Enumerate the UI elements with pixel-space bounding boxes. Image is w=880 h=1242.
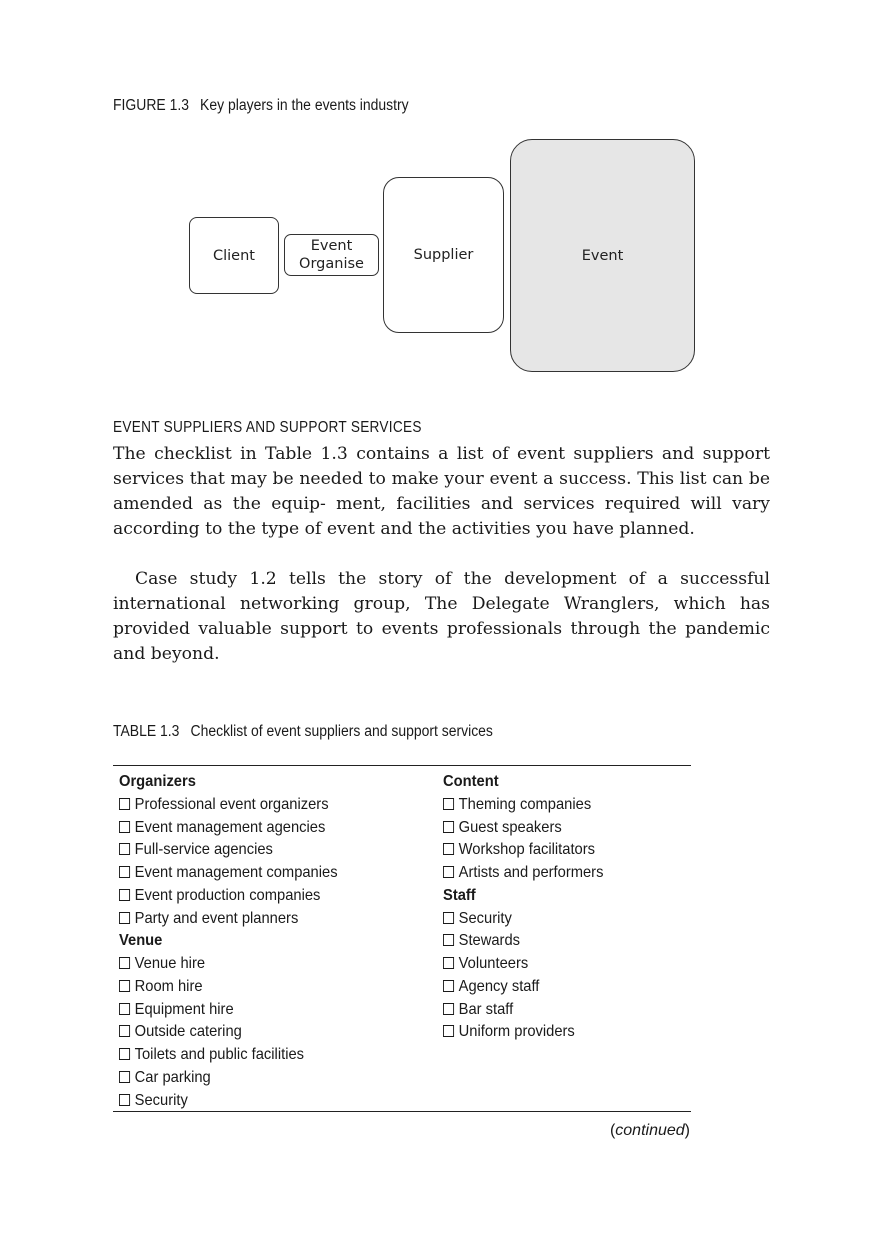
checkbox-icon[interactable] xyxy=(443,1003,454,1015)
checklist-item-label: Stewards xyxy=(458,932,521,950)
checklist-item-label: Workshop facilitators xyxy=(458,841,595,859)
table-category-heading: Content xyxy=(443,773,499,790)
checklist-item-label: Room hire xyxy=(134,977,203,995)
table-top-rule xyxy=(113,765,691,766)
checklist-item xyxy=(119,908,338,931)
client-box xyxy=(189,217,279,294)
continued-open: ( xyxy=(609,1122,616,1139)
checkbox-icon[interactable] xyxy=(119,1003,130,1015)
checklist-item xyxy=(443,1021,603,1044)
table-number: TABLE 1.3 xyxy=(113,723,180,740)
table-category-heading: Staff xyxy=(443,886,476,904)
checklist-item xyxy=(443,908,603,931)
checklist-item xyxy=(119,817,338,840)
checkbox-icon[interactable] xyxy=(119,798,130,810)
checkbox-icon[interactable] xyxy=(119,843,130,855)
client-label: Client xyxy=(213,247,255,264)
body-paragraph-2: Case study 1.2 tells the story of the development of a successful international networking group, The Delegate Wranglers, which has provided valuable support to events professionals through the pandemic and beyond. xyxy=(113,569,770,664)
supplier-label: Supplier xyxy=(413,247,474,263)
event-label: Event xyxy=(581,247,624,264)
checklist-item xyxy=(443,999,603,1022)
checklist-item-label: Equipment hire xyxy=(134,1000,234,1018)
checklist-item-label: Bar staff xyxy=(458,1000,514,1018)
checkbox-icon[interactable] xyxy=(443,821,454,833)
table-category-heading: Venue xyxy=(119,932,163,950)
checklist-item xyxy=(119,1044,338,1067)
checkbox-icon[interactable] xyxy=(443,912,454,924)
checkbox-icon[interactable] xyxy=(119,1048,130,1060)
checklist-item xyxy=(119,1067,338,1090)
checklist-item-label: Event production companies xyxy=(134,886,321,904)
checklist-item xyxy=(443,953,603,976)
checklist-item-label: Venue hire xyxy=(134,955,206,972)
checkbox-icon[interactable] xyxy=(119,957,130,969)
checklist-item-label: Security xyxy=(458,909,512,927)
table-right-column xyxy=(443,771,617,1044)
checkbox-icon[interactable] xyxy=(119,889,130,901)
checklist-item-label: Guest speakers xyxy=(458,818,562,836)
checklist-item xyxy=(119,885,338,908)
continued-note xyxy=(610,1122,690,1140)
supplier-box xyxy=(383,177,504,333)
checkbox-icon[interactable] xyxy=(119,1071,130,1083)
table-category-heading: Organizers xyxy=(119,773,196,790)
table-caption xyxy=(113,723,493,741)
checklist-item-label: Event management companies xyxy=(134,864,338,881)
event-organiser-label-line2: Organise xyxy=(299,256,364,272)
checklist-item xyxy=(119,794,338,817)
checklist-item xyxy=(443,862,603,885)
checkbox-icon[interactable] xyxy=(119,1094,130,1106)
checklist-item-label: Volunteers xyxy=(458,955,529,972)
event-organiser-label-line1: Event xyxy=(310,238,353,254)
checklist-item-label: Event management agencies xyxy=(134,818,326,836)
continued-word: continued xyxy=(615,1122,685,1139)
figure-caption xyxy=(113,97,409,115)
checklist-item-label: Party and event planners xyxy=(134,909,299,927)
checklist-item-label: Security xyxy=(134,1091,188,1109)
table-left-column xyxy=(119,771,357,1112)
checklist-item xyxy=(119,999,338,1022)
checkbox-icon[interactable] xyxy=(443,843,454,855)
checkbox-icon[interactable] xyxy=(119,912,130,924)
checklist-item xyxy=(119,839,338,862)
checkbox-icon[interactable] xyxy=(443,934,454,946)
checklist-item xyxy=(119,1090,338,1113)
checkbox-icon[interactable] xyxy=(119,1025,130,1037)
event-box xyxy=(510,139,695,372)
body-paragraph-1: The checklist in Table 1.3 contains a list of event suppliers and support services that may be needed to make your event a success. This list can be amended as the equip- ment, facilities and services required will vary according to the type of event and the activities you have planned. xyxy=(113,444,770,539)
checklist-item xyxy=(443,839,603,862)
checklist-item-label: Toilets and public facilities xyxy=(134,1046,305,1063)
checklist-item-label: Artists and performers xyxy=(458,864,604,881)
checkbox-icon[interactable] xyxy=(119,980,130,992)
checklist-item xyxy=(443,976,603,999)
checklist-item xyxy=(119,1021,338,1044)
checkbox-icon[interactable] xyxy=(443,1025,454,1037)
checkbox-icon[interactable] xyxy=(443,798,454,810)
checklist-item xyxy=(119,953,338,976)
checkbox-icon[interactable] xyxy=(119,821,130,833)
checkbox-icon[interactable] xyxy=(443,980,454,992)
checklist-item-label: Theming companies xyxy=(458,795,592,813)
checklist-item-label: Agency staff xyxy=(458,977,540,995)
checklist-item-label: Uniform providers xyxy=(458,1023,575,1041)
table-title: Checklist of event suppliers and support services xyxy=(190,723,493,740)
section-heading: EVENT SUPPLIERS AND SUPPORT SERVICES xyxy=(113,419,422,436)
checklist-item-label: Car parking xyxy=(134,1068,211,1086)
checkbox-icon[interactable] xyxy=(443,866,454,878)
checklist-item xyxy=(443,817,603,840)
checklist-item xyxy=(119,862,338,885)
figure-number: FIGURE 1.3 xyxy=(113,97,189,114)
checklist-item-label: Outside catering xyxy=(134,1023,242,1041)
checkbox-icon[interactable] xyxy=(119,866,130,878)
event-organiser-box xyxy=(284,234,379,276)
checklist-item-label: Professional event organizers xyxy=(134,795,329,813)
checklist-item xyxy=(119,976,338,999)
checkbox-icon[interactable] xyxy=(443,957,454,969)
continued-close: ) xyxy=(684,1122,690,1139)
checklist-item xyxy=(443,930,603,953)
checklist-item-label: Full-service agencies xyxy=(134,841,273,859)
figure-title: Key players in the events industry xyxy=(200,97,409,114)
checklist-item xyxy=(443,794,603,817)
